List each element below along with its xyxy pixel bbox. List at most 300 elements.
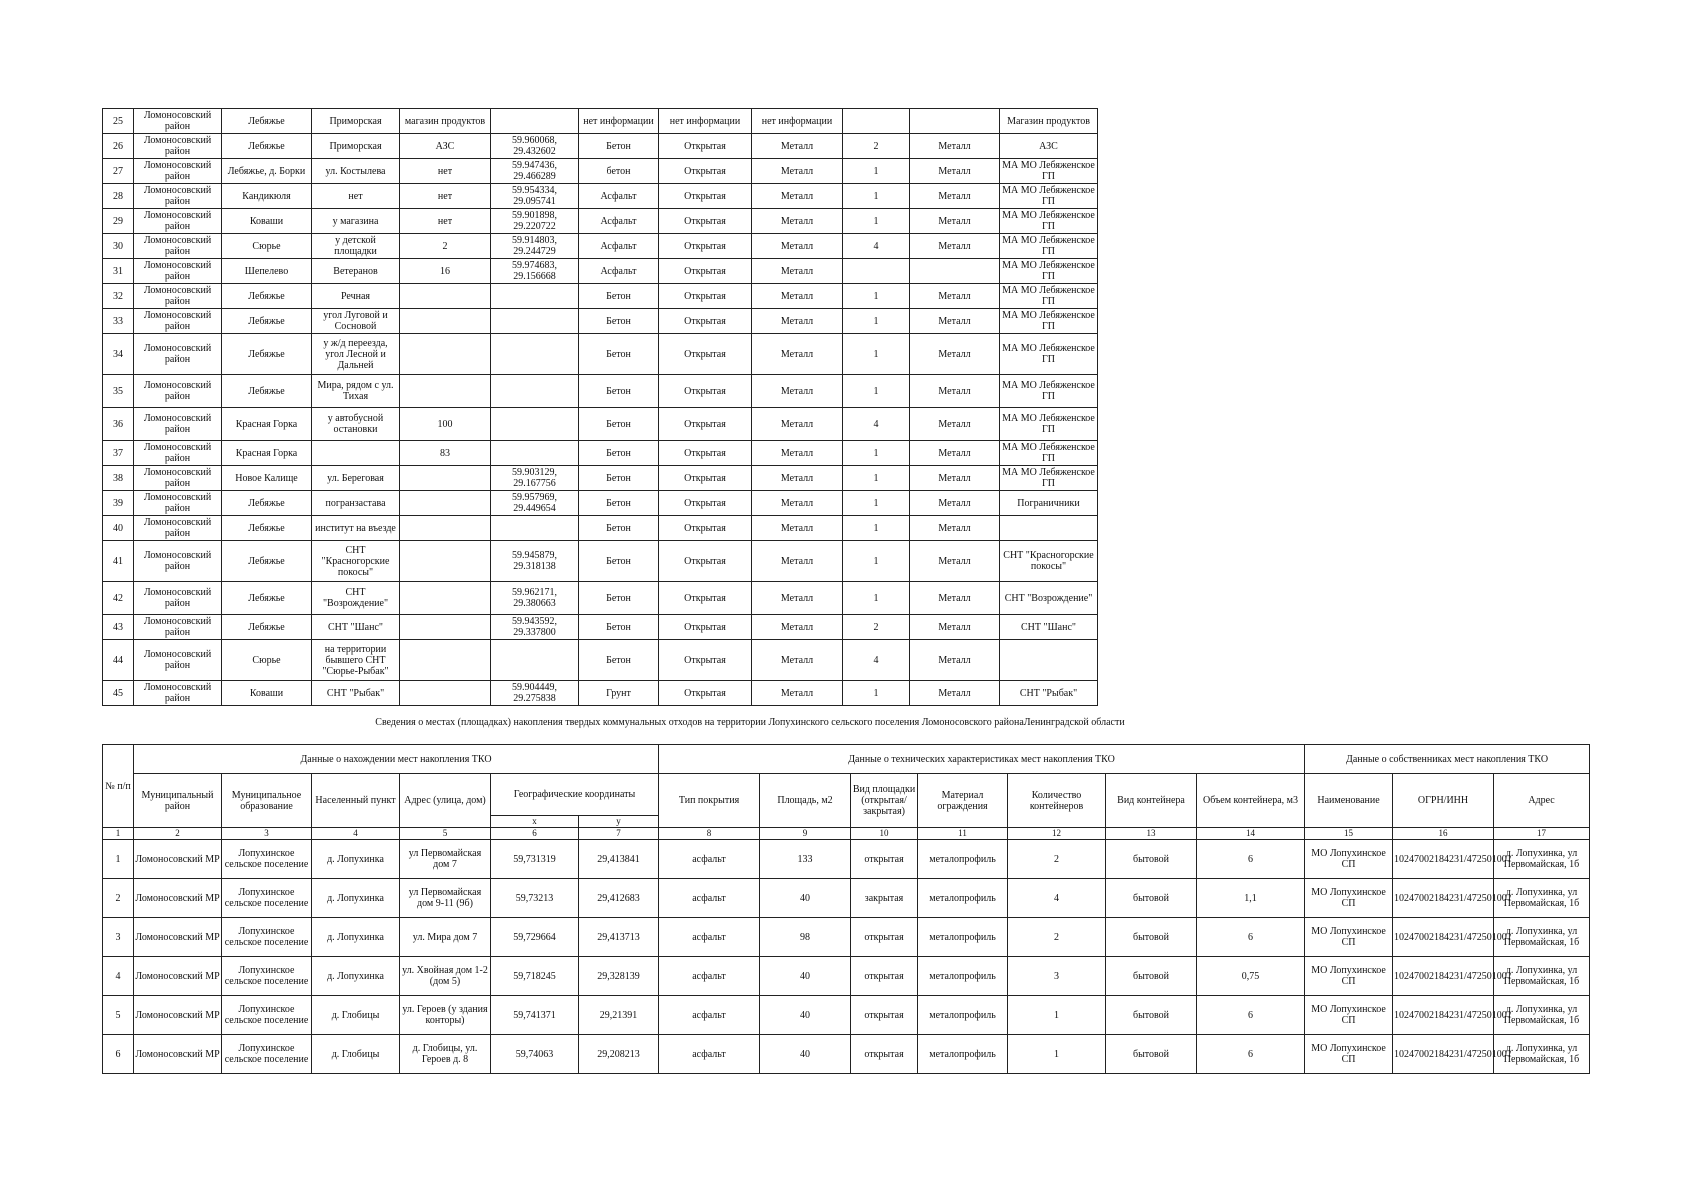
table-cell: 133	[760, 840, 851, 879]
table-cell: 1	[843, 284, 910, 309]
table-cell: 29,413841	[579, 840, 659, 879]
table-cell: 1	[843, 441, 910, 466]
table-cell: Бетон	[579, 284, 659, 309]
table-cell: металопрофиль	[918, 1035, 1008, 1074]
table-cell: Металл	[910, 615, 1000, 640]
table-caption: Сведения о местах (площадках) накопления твердых коммунальных отходов на территории Лопухинского сельского поселения Ломоносовского районаЛенинградской области	[375, 717, 1125, 728]
table-cell: Металл	[752, 491, 843, 516]
column-number-cell: 15	[1305, 828, 1393, 840]
table-cell: 29,21391	[579, 996, 659, 1035]
table-cell: 1	[843, 209, 910, 234]
table-cell: Лопухинское сельское поселение	[222, 996, 312, 1035]
table-cell: МА МО Лебяженское ГП	[1000, 184, 1098, 209]
table-cell: Открытая	[659, 541, 752, 582]
col-site-type-header: Вид площадки (открытая/закрытая)	[851, 774, 918, 828]
table-cell: 4	[1008, 879, 1106, 918]
table-cell: Приморская	[312, 134, 400, 159]
table-cell: ул. Хвойная дом 1-2 (дом 5)	[400, 957, 491, 996]
table-cell: Металл	[910, 541, 1000, 582]
table-cell: Асфальт	[579, 259, 659, 284]
table-cell: 59.914803, 29.244729	[491, 234, 579, 259]
table-cell: 2	[1008, 918, 1106, 957]
table-row	[103, 615, 1098, 640]
col-settlement-header: Населенный пункт	[312, 774, 400, 828]
table-cell: МО Лопухинское СП	[1305, 996, 1393, 1035]
table-cell: Бетон	[579, 309, 659, 334]
table-cell: д. Глобицы	[312, 996, 400, 1035]
table-cell: Ломоносовский район	[134, 491, 222, 516]
column-number-cell: 9	[760, 828, 851, 840]
table-cell: Металл	[752, 615, 843, 640]
table-cell: 1	[103, 840, 134, 879]
table-cell: Металл	[910, 375, 1000, 408]
table-row	[103, 134, 1098, 159]
table-cell: 1	[843, 681, 910, 706]
table-cell: Ломоносовский район	[134, 184, 222, 209]
column-number-cell: 12	[1008, 828, 1106, 840]
table-cell: МА МО Лебяженское ГП	[1000, 408, 1098, 441]
table-cell: нет информации	[579, 109, 659, 134]
table-row	[103, 879, 1590, 918]
table-cell: Ломоносовский район	[134, 109, 222, 134]
table-cell: 1	[1008, 996, 1106, 1035]
table-cell: д. Лопухинка, ул Первомайская, 1б	[1494, 1035, 1590, 1074]
table-cell: 2	[843, 615, 910, 640]
table-cell	[491, 109, 579, 134]
table-cell: Ломоносовский район	[134, 334, 222, 375]
table-cell: 3	[1008, 957, 1106, 996]
table-cell: Металл	[752, 582, 843, 615]
table-cell: Грунт	[579, 681, 659, 706]
col-num-header: № п/п	[103, 745, 134, 828]
table-cell: 2	[103, 879, 134, 918]
table-cell	[843, 109, 910, 134]
col-area-header: Площадь, м2	[760, 774, 851, 828]
table-cell: д. Лопухинка	[312, 957, 400, 996]
table-cell	[400, 615, 491, 640]
table-cell: Лебяжье	[222, 334, 312, 375]
table-cell: Ломоносовский район	[134, 516, 222, 541]
table-row	[103, 184, 1098, 209]
table-cell: 41	[103, 541, 134, 582]
table-cell: Лопухинское сельское поселение	[222, 1035, 312, 1074]
table-cell	[400, 284, 491, 309]
table-cell: 1	[1008, 1035, 1106, 1074]
table-cell: МО Лопухинское СП	[1305, 840, 1393, 879]
table-cell: СНТ "Шанс"	[1000, 615, 1098, 640]
table-cell: Бетон	[579, 582, 659, 615]
table-cell: Открытая	[659, 408, 752, 441]
table-cell: Речная	[312, 284, 400, 309]
table-cell: 42	[103, 582, 134, 615]
table-cell: Ломоносовский МР	[134, 879, 222, 918]
table-cell: СНТ "Шанс"	[312, 615, 400, 640]
table-cell: Лебяжье	[222, 582, 312, 615]
table-cell: Ломоносовский район	[134, 582, 222, 615]
table-cell: 59,718245	[491, 957, 579, 996]
table-cell: Открытая	[659, 334, 752, 375]
table-cell: Открытая	[659, 441, 752, 466]
col-coordinates-header: Географические координаты	[491, 774, 659, 816]
table-cell: Сюрье	[222, 640, 312, 681]
table-cell: Ломоносовский МР	[134, 957, 222, 996]
table-cell: Лебяжье	[222, 109, 312, 134]
bottom-table-header	[103, 745, 1590, 828]
table-cell: Сюрье	[222, 234, 312, 259]
table-cell: Бетон	[579, 541, 659, 582]
table-cell: 6	[1197, 996, 1305, 1035]
table-cell: Лебяжье	[222, 284, 312, 309]
group-technical-header: Данные о технических характеристиках мест накопления ТКО	[659, 745, 1305, 774]
table-row	[103, 640, 1098, 681]
table-cell: Открытая	[659, 615, 752, 640]
table-cell: ул. Костылева	[312, 159, 400, 184]
table-cell: магазин продуктов	[400, 109, 491, 134]
table-cell: 59,74063	[491, 1035, 579, 1074]
table-cell: Металл	[910, 184, 1000, 209]
table-cell: Ломоносовский район	[134, 441, 222, 466]
table-cell: МО Лопухинское СП	[1305, 879, 1393, 918]
table-cell: Бетон	[579, 134, 659, 159]
table-cell	[400, 491, 491, 516]
table-cell	[400, 516, 491, 541]
table-cell: Лебяжье, д. Борки	[222, 159, 312, 184]
table-cell	[400, 541, 491, 582]
table-cell	[491, 516, 579, 541]
table-cell: Лебяжье	[222, 491, 312, 516]
table-cell: Ломоносовский район	[134, 375, 222, 408]
table-cell: Коваши	[222, 681, 312, 706]
table-cell: Ломоносовский район	[134, 134, 222, 159]
table-cell: Металл	[910, 516, 1000, 541]
table-cell: ул. Героев (у здания конторы)	[400, 996, 491, 1035]
table-cell: Бетон	[579, 466, 659, 491]
table-cell	[400, 681, 491, 706]
table-cell: Металл	[752, 259, 843, 284]
table-cell: бытовой	[1106, 918, 1197, 957]
table-cell: Ломоносовский район	[134, 681, 222, 706]
table-cell: МА МО Лебяженское ГП	[1000, 309, 1098, 334]
table-cell	[491, 408, 579, 441]
table-cell	[491, 640, 579, 681]
table-cell: Металл	[752, 681, 843, 706]
table-cell: погранзастава	[312, 491, 400, 516]
table-cell: нет информации	[659, 109, 752, 134]
table-cell: МА МО Лебяженское ГП	[1000, 209, 1098, 234]
table-cell: 26	[103, 134, 134, 159]
table-cell: Новое Калище	[222, 466, 312, 491]
table-cell: 32	[103, 284, 134, 309]
table-cell	[910, 109, 1000, 134]
table-cell: Лопухинское сельское поселение	[222, 918, 312, 957]
table-cell	[312, 441, 400, 466]
table-cell: СНТ "Рыбак"	[312, 681, 400, 706]
table-cell	[491, 309, 579, 334]
table-cell: МА МО Лебяженское ГП	[1000, 441, 1098, 466]
table-cell: Металл	[752, 309, 843, 334]
table-cell: д. Глобицы	[312, 1035, 400, 1074]
table-row	[103, 441, 1098, 466]
table-cell: АЗС	[400, 134, 491, 159]
table-cell: Открытая	[659, 159, 752, 184]
column-number-cell: 1	[103, 828, 134, 840]
waste-sites-table-lebyazhye	[102, 108, 1098, 706]
table-cell: Асфальт	[579, 184, 659, 209]
table-cell: 25	[103, 109, 134, 134]
table-cell: асфальт	[659, 957, 760, 996]
table-cell: Асфальт	[579, 209, 659, 234]
column-number-cell: 11	[918, 828, 1008, 840]
table-cell: 4	[843, 408, 910, 441]
table-cell: Металл	[910, 408, 1000, 441]
table-cell: СНТ "Возрождение"	[1000, 582, 1098, 615]
table-cell: Металл	[910, 334, 1000, 375]
table-cell: 1	[843, 309, 910, 334]
column-number-cell: 6	[491, 828, 579, 840]
table-cell: 59.957969, 29.449654	[491, 491, 579, 516]
col-container-count-header: Количество контейнеров	[1008, 774, 1106, 828]
table-cell: бытовой	[1106, 840, 1197, 879]
table-cell: д. Глобицы, ул. Героев д. 8	[400, 1035, 491, 1074]
table-cell: МА МО Лебяженское ГП	[1000, 159, 1098, 184]
table-cell: открытая	[851, 918, 918, 957]
table-cell: Открытая	[659, 134, 752, 159]
table-cell: Металл	[752, 640, 843, 681]
table-cell: МА МО Лебяженское ГП	[1000, 259, 1098, 284]
table-cell: Открытая	[659, 640, 752, 681]
table-cell	[1000, 640, 1098, 681]
table-cell: 29,413713	[579, 918, 659, 957]
table-cell: 1	[843, 541, 910, 582]
table-cell: 10247002184231/472501001	[1393, 1035, 1494, 1074]
table-cell: Открытая	[659, 466, 752, 491]
col-owner-address-header: Адрес	[1494, 774, 1590, 828]
table-cell: 31	[103, 259, 134, 284]
table-cell: 98	[760, 918, 851, 957]
table-cell: Ломоносовский район	[134, 541, 222, 582]
table-cell: Металл	[752, 441, 843, 466]
table-cell: 83	[400, 441, 491, 466]
table-cell: СНТ "Красногорские покосы"	[312, 541, 400, 582]
table-cell: Ломоносовский МР	[134, 840, 222, 879]
table-cell: Открытая	[659, 491, 752, 516]
table-cell: Красная Горка	[222, 441, 312, 466]
table-cell: д. Лопухинка	[312, 879, 400, 918]
column-number-cell: 14	[1197, 828, 1305, 840]
table-cell: 38	[103, 466, 134, 491]
table-cell: 10247002184231/472501001	[1393, 957, 1494, 996]
table-cell	[400, 375, 491, 408]
table-cell: ул Первомайская дом 9-11 (9б)	[400, 879, 491, 918]
table-row	[103, 582, 1098, 615]
table-cell: Ветеранов	[312, 259, 400, 284]
col-fence-header: Материал ограждения	[918, 774, 1008, 828]
table-cell: 59,731319	[491, 840, 579, 879]
table-cell: Металл	[752, 284, 843, 309]
column-number-cell: 5	[400, 828, 491, 840]
table-cell	[400, 466, 491, 491]
table-cell: бытовой	[1106, 1035, 1197, 1074]
table-cell: Бетон	[579, 491, 659, 516]
table-cell: Лопухинское сельское поселение	[222, 879, 312, 918]
waste-sites-table-lopukhinka	[102, 744, 1590, 1074]
table-cell: 39	[103, 491, 134, 516]
table-cell: 6	[1197, 918, 1305, 957]
table-cell: Металл	[752, 159, 843, 184]
column-number-cell: 16	[1393, 828, 1494, 840]
table-cell: металопрофиль	[918, 879, 1008, 918]
table-row	[103, 1035, 1590, 1074]
table-row	[103, 209, 1098, 234]
col-district-header: Муниципальный район	[134, 774, 222, 828]
table-cell: д. Лопухинка, ул Первомайская, 1б	[1494, 918, 1590, 957]
table-cell: на территории бывшего СНТ "Сюрье-Рыбак"	[312, 640, 400, 681]
table-cell: 1	[843, 516, 910, 541]
table-cell: Открытая	[659, 234, 752, 259]
group-owner-header: Данные о собственниках мест накопления ТКО	[1305, 745, 1590, 774]
table-cell: Открытая	[659, 681, 752, 706]
table-cell: 10247002184231/472501001	[1393, 996, 1494, 1035]
table-cell: Бетон	[579, 640, 659, 681]
table-cell: 59.954334, 29.095741	[491, 184, 579, 209]
table-cell: 100	[400, 408, 491, 441]
table-cell: 2	[400, 234, 491, 259]
table-row	[103, 491, 1098, 516]
table-cell	[400, 640, 491, 681]
table-cell: д. Лопухинка	[312, 840, 400, 879]
table-cell: Ломоносовский район	[134, 309, 222, 334]
table-row	[103, 681, 1098, 706]
table-cell: Открытая	[659, 309, 752, 334]
table-cell: асфальт	[659, 918, 760, 957]
table-cell: у детской площадки	[312, 234, 400, 259]
table-cell: Бетон	[579, 408, 659, 441]
table-cell: 59.962171, 29.380663	[491, 582, 579, 615]
table-cell: нет информации	[752, 109, 843, 134]
table-cell: 40	[760, 996, 851, 1035]
table-cell: ул. Береговая	[312, 466, 400, 491]
table-cell: асфальт	[659, 840, 760, 879]
table-cell: МА МО Лебяженское ГП	[1000, 466, 1098, 491]
table-cell: 59.901898, 29.220722	[491, 209, 579, 234]
table-cell: Металл	[910, 159, 1000, 184]
table-cell: 59.947436, 29.466289	[491, 159, 579, 184]
table-cell	[491, 284, 579, 309]
table-cell: Металл	[752, 375, 843, 408]
table-cell: СНТ "Возрождение"	[312, 582, 400, 615]
table-cell: 1	[843, 334, 910, 375]
table-row	[103, 957, 1590, 996]
column-number-cell: 17	[1494, 828, 1590, 840]
table-cell: асфальт	[659, 879, 760, 918]
table-cell: 28	[103, 184, 134, 209]
table-cell: 6	[103, 1035, 134, 1074]
table-cell: МО Лопухинское СП	[1305, 957, 1393, 996]
table-cell: Ломоносовский район	[134, 159, 222, 184]
table-cell: Бетон	[579, 516, 659, 541]
table-cell	[910, 259, 1000, 284]
table-cell: Лебяжье	[222, 134, 312, 159]
table-cell: Ломоносовский район	[134, 209, 222, 234]
table-cell: Асфальт	[579, 234, 659, 259]
table-cell: 59.960068, 29.432602	[491, 134, 579, 159]
table-cell: 16	[400, 259, 491, 284]
table-cell: Открытая	[659, 209, 752, 234]
table-cell: нет	[400, 209, 491, 234]
table-cell: Металл	[910, 466, 1000, 491]
table-cell: 37	[103, 441, 134, 466]
table-cell: МО Лопухинское СП	[1305, 1035, 1393, 1074]
table-cell: Красная Горка	[222, 408, 312, 441]
table-cell: у магазина	[312, 209, 400, 234]
table-cell: д. Лопухинка, ул Первомайская, 1б	[1494, 840, 1590, 879]
table-cell: Металл	[752, 408, 843, 441]
col-y-header: y	[579, 816, 659, 828]
table-cell: 59,73213	[491, 879, 579, 918]
table-cell: Приморская	[312, 109, 400, 134]
table-cell: Металл	[752, 209, 843, 234]
table-cell: 4	[843, 234, 910, 259]
table-cell: металопрофиль	[918, 918, 1008, 957]
table-cell: закрытая	[851, 879, 918, 918]
table-cell: Металл	[910, 582, 1000, 615]
table-cell	[491, 441, 579, 466]
table-cell: 2	[843, 134, 910, 159]
table-cell	[400, 582, 491, 615]
table-cell: Металл	[752, 466, 843, 491]
table-cell: Кандикюля	[222, 184, 312, 209]
table-cell: Металл	[910, 441, 1000, 466]
table-cell: Металл	[752, 234, 843, 259]
table-cell: 40	[103, 516, 134, 541]
table-cell: 1	[843, 491, 910, 516]
table-cell: 43	[103, 615, 134, 640]
table-cell: 36	[103, 408, 134, 441]
table-cell: 29,208213	[579, 1035, 659, 1074]
table-row	[103, 541, 1098, 582]
table-row	[103, 259, 1098, 284]
table-cell: Ломоносовский МР	[134, 918, 222, 957]
table-cell: Шепелево	[222, 259, 312, 284]
table-cell: Лебяжье	[222, 309, 312, 334]
table-cell: 29,328139	[579, 957, 659, 996]
table-cell: Бетон	[579, 441, 659, 466]
table-cell: 5	[103, 996, 134, 1035]
table-cell: Ломоносовский МР	[134, 1035, 222, 1074]
table-cell: металопрофиль	[918, 957, 1008, 996]
table-cell: 1	[843, 159, 910, 184]
column-number-cell: 10	[851, 828, 918, 840]
col-owner-name-header: Наименование	[1305, 774, 1393, 828]
table-cell: Металл	[910, 284, 1000, 309]
table-cell: Ломоносовский район	[134, 640, 222, 681]
table-cell: нет	[312, 184, 400, 209]
table-cell: нет	[400, 184, 491, 209]
table-row	[103, 334, 1098, 375]
table-cell: 4	[103, 957, 134, 996]
table-cell: МА МО Лебяженское ГП	[1000, 234, 1098, 259]
table-row	[103, 234, 1098, 259]
column-number-cell: 3	[222, 828, 312, 840]
table-cell: Лопухинское сельское поселение	[222, 957, 312, 996]
table-row	[103, 309, 1098, 334]
table-cell: Металл	[910, 640, 1000, 681]
table-cell: Лебяжье	[222, 516, 312, 541]
table-cell: 29	[103, 209, 134, 234]
table-cell: институт на въезде	[312, 516, 400, 541]
table-cell: Магазин продуктов	[1000, 109, 1098, 134]
table-cell: открытая	[851, 996, 918, 1035]
